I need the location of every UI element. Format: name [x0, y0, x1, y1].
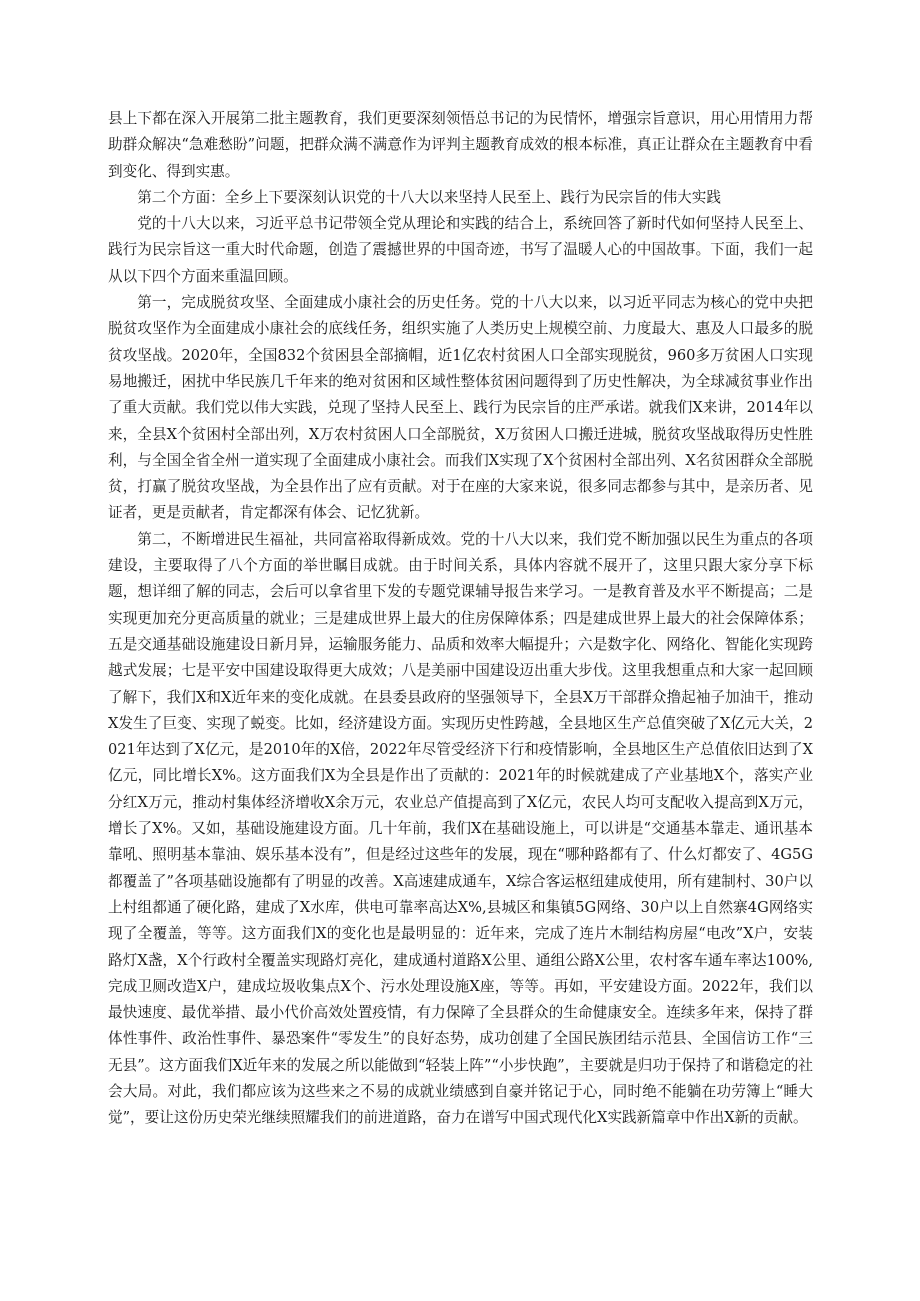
paragraph-continuation: 县上下都在深入开展第二批主题教育，我们更要深刻领悟总书记的为民情怀，增强宗旨意识，用心用情用力帮助群众解决“急难愁盼”问题，把群众满不满意作为评判主题教育成效的根本标准，真正让群众在主题教育中看到变化、得到实惠。	[108, 110, 813, 180]
paragraph-intro: 党的十八大以来，习近平总书记带领全党从理论和实践的结合上，系统回答了新时代如何坚持人民至上、践行为民宗旨这一重大时代命题，创造了震撼世界的中国奇迹，书写了温暖人心的中国故事。下面，我们一起从以下四个方面来重温回顾。	[108, 215, 813, 285]
section-heading: 第二个方面：全乡上下要深刻认识党的十八大以来坚持人民至上、践行为民宗旨的伟大实践	[137, 188, 721, 206]
paragraph-point-two: 第二，不断增进民生福祉，共同富裕取得新成效。党的十八大以来，我们党不断加强以民生为重点的各项建设，主要取得了八个方面的举世瞩目成就。由于时间关系，具体内容就不展开了，这里只跟大家分享下标题，想详细了解的同志，会后可以拿省里下发的专题党课辅导报告来学习。一是教育普及水平不断提高；二是实现更加充分更高质量的就业；三是建成世界上最大的住房保障体系；四是建成世界上最大的社会保障体系；五是交通基础设施建设日新月异，运输服务能力、品质和效率大幅提升；六是数字化、网络化、智能化实现跨越式发展；七是平安中国建设取得更大成效；八是美丽中国建设迈出重大步伐。这里我想重点和大家一起回顾了解下，我们X和X近年来的变化成就。在县委县政府的坚强领导下，全县X万干部群众撸起袖子加油干，推动X发生了巨变、实现了蜕变。比如，经济建设方面。实现历史性跨越，全县地区生产总值突破了X亿元大关，2021年达到了X亿元，是2010年的X倍，2022年尽管受经济下行和疫情影响，全县地区生产总值依旧达到了X亿元，同比增长X%。这方面我们X为全县是作出了贡献的：2021年的时候就建成了产业基地X个，落实产业分红X万元，推动村集体经济增收X余万元，农业总产值提高到了X亿元，农民人均可支配收入提高到X万元，增长了X%。又如，基础设施建设方面。几十年前，我们X在基础设施上，可以讲是“交通基本靠走、通讯基本靠吼、照明基本靠油、娱乐基本没有”，但是经过这些年的发展，现在“哪种路都有了、什么灯都安了、4G5G都覆盖了”各项基础设施都有了明显的改善。X高速建成通车，X综合客运枢纽建成使用，所有建制村、30户以上村组都通了硬化路，建成了X水库，供电可靠率高达X%,县城区和集镇5G网络、30户以上自然寨4G网络实现了全覆盖，等等。这方面我们X的变化也是最明显的：近年来，完成了连片木制结构房屋“电改”X户，安装路灯X盏，X个行政村全覆盖实现路灯亮化，建成通村道路X公里、通组公路X公里，农村客车通车率达100%,完成卫厕改造X户，建成垃圾收集点X个、污水处理设施X座，等等。再如，平安建设方面。2022年，我们以最快速度、最优举措、最小代价高效处置疫情，有力保障了全县群众的生命健康安全。连续多年来，保持了群体性事件、政治性事件、暴恐案件“零发生”的良好态势，成功创建了全国民族团结示范县、全国信访工作“三无县”。这方面我们X近年来的发展之所以能做到“轻装上阵”“小步快跑”，主要就是归功于保持了和谐稳定的社会大局。对此，我们都应该为这些来之不易的成就业绩感到自豪并铭记于心，同时绝不能躺在功劳簿上“睡大觉”，要让这份历史荣光继续照耀我们的前进道路，奋力在谱写中国式现代化X实践新篇章中作出X新的贡献。	[108, 530, 813, 1127]
document-body	[108, 106, 813, 1132]
paragraph-point-one: 第一，完成脱贫攻坚、全面建成小康社会的历史任务。党的十八大以来，以习近平同志为核心的党中央把脱贫攻坚作为全面建成小康社会的底线任务，组织实施了人类历史上规模空前、力度最大、惠及人口最多的脱贫攻坚战。2020年，全国832个贫困县全部摘帽，近1亿农村贫困人口全部实现脱贫，960多万贫困人口实现易地搬迁，困扰中华民族几千年来的绝对贫困和区域性整体贫困问题得到了历史性解决，为全球减贫事业作出了重大贡献。我们党以伟大实践，兑现了坚持人民至上、践行为民宗旨的庄严承诺。就我们X来讲，2014年以来，全县X个贫困村全部出列，X万农村贫困人口全部脱贫，X万贫困人口搬迁进城，脱贫攻坚战取得历史性胜利，与全国全省全州一道实现了全面建成小康社会。而我们X实现了X个贫困村全部出列、X名贫困群众全部脱贫，打赢了脱贫攻坚战，为全县作出了应有贡献。对于在座的大家来说，很多同志都参与其中，是亲历者、见证者，更是贡献者，肯定都深有体会、记忆犹新。	[108, 294, 813, 522]
